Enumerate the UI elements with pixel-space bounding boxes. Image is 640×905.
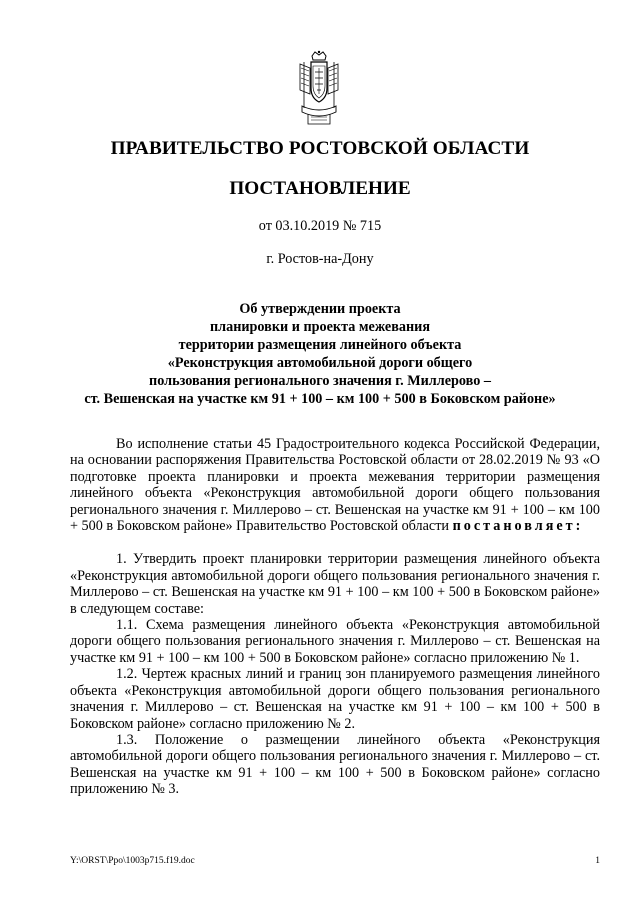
organization-name: ПРАВИТЕЛЬСТВО РОСТОВСКОЙ ОБЛАСТИ [110,138,530,159]
preamble-paragraph [70,436,600,534]
title-line: территории размещения линейного объекта [178,337,462,353]
title-line: «Реконструкция автомобильной дороги общего [167,355,473,371]
footer-page-number: 1 [595,856,600,866]
document-date-number: от 03.10.2019 № 715 [258,218,382,234]
document-city: г. Ростов-на-Дону [266,251,374,267]
item-1-3: 1.3. Положение о размещении линейного объекта «Реконструкция автомобильной дороги общего пользования регионального значения г. Миллерово – ст. Вешенская на участке км 91 + 100 – км 100 + 500 в Боковском районе» согласно приложению № 3. [70,731,600,798]
decree-word: постановляет: [452,518,584,535]
title-line: планировки и проекта межевания [209,319,431,335]
item-1: 1. Утвердить проект планировки территории размещения линейного объекта «Реконструкция автомобильной дороги общего пользования регионального значения г. Миллерово – ст. Вешенская на участке км 91 + 100 – км 100 + 500 в Боковском районе» в следующем составе: [70,551,600,617]
title-line: пользования регионального значения г. Миллерово – [149,373,491,389]
document-body [70,436,600,798]
preamble-text: Во исполнение статьи 45 Градостроительного кодекса Российской Федерации, на основании распоряжения Правительства Ростовской области от 28.02.2019 № 93 «О подготовке проекта планировки и проекта межевания территории размещения линейного объекта «Реконструкция автомобильной дороги общего пользования регионального значения г. Миллерово – ст. Вешенская на участке км 91 + 100 – км 100 + 500 в Боковском районе» Правительство Ростовской области [70,436,600,535]
item-1-2: 1.2. Чертеж красных линий и границ зон планируемого размещения линейного объекта «Реконструкция автомобильной дороги общего пользования регионального значения г. Миллерово – ст. Вешенская на участке км 91 + 100 – км 100 + 500 в Боковском районе» согласно приложению № 2. [70,666,600,732]
item-1-1: 1.1. Схема размещения линейного объекта «Реконструкция автомобильной дороги общего пользования регионального значения г. Миллерово – ст. Вешенская на участке км 91 + 100 – км 100 + 500 в Боковском районе» согласно приложению № 1. [70,617,600,666]
document-title [40,300,600,408]
document-type: ПОСТАНОВЛЕНИЕ [229,178,411,199]
title-line: ст. Вешенская на участке км 91 + 100 – км 100 + 500 в Боковском районе» [84,391,556,407]
title-line: Об утверждении проекта [239,301,401,317]
footer-file-path: Y:\ORST\Ppo\1003p715.f19.doc [70,856,195,866]
coat-of-arms-icon [296,50,342,128]
